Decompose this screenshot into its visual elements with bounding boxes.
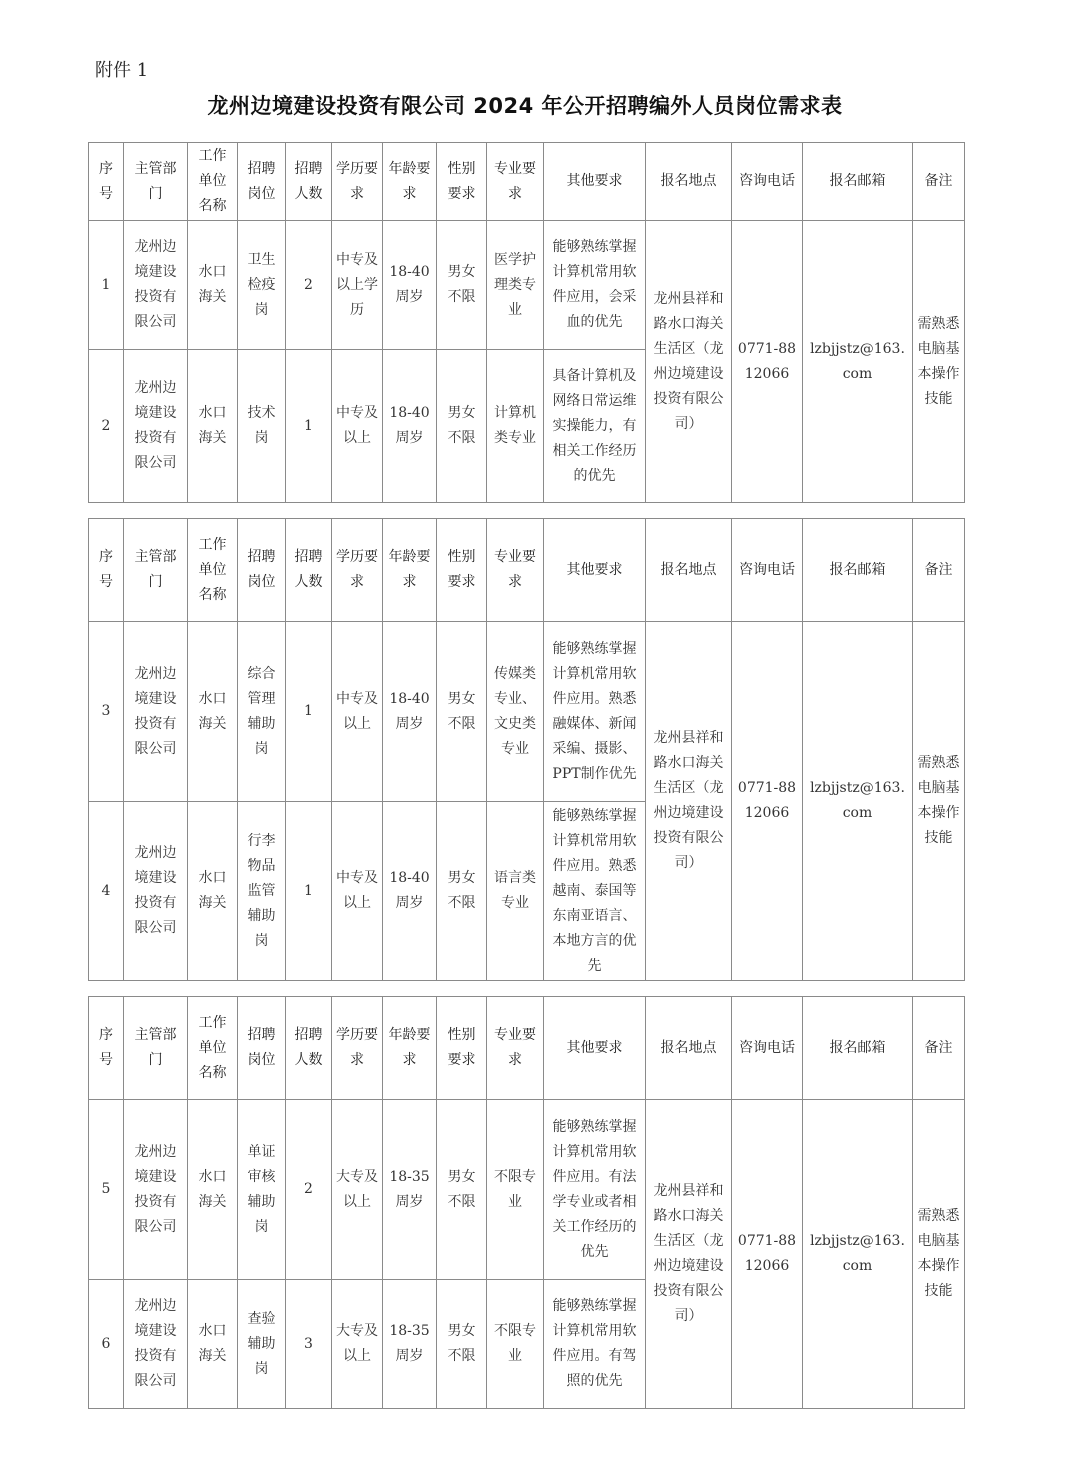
header-other: 其他要求 [566, 173, 623, 189]
cell-post: 综合管理辅助岗 [247, 665, 276, 757]
cell-no: 5 [101, 1181, 111, 1197]
header-dept: 主管部门 [134, 549, 177, 590]
cell-count: 1 [304, 417, 313, 434]
header-gender: 性别要求 [447, 549, 476, 590]
header-other: 其他要求 [566, 1039, 623, 1056]
table-header-row [89, 997, 965, 1100]
cell-major: 不限专业 [494, 1168, 536, 1210]
cell-count: 1 [304, 882, 313, 899]
header-remark: 备注 [924, 561, 953, 578]
cell-count: 2 [304, 1181, 313, 1197]
cell-other: 具备计算机及网络日常运维实操能力，有相关工作经历的优先 [552, 367, 637, 484]
header-location: 报名地点 [660, 561, 717, 578]
cell-dept: 龙州边境建设投资有限公司 [134, 665, 177, 757]
header-count: 招聘人数 [294, 1027, 323, 1068]
cell-post: 技术岗 [247, 405, 276, 446]
cell-gender: 男女不限 [447, 1323, 476, 1364]
header-location: 报名地点 [660, 1039, 717, 1056]
header-phone: 咨询电话 [739, 561, 795, 578]
header-count: 招聘人数 [294, 549, 323, 590]
header-age: 年龄要求 [388, 160, 431, 202]
job-table-2 [88, 518, 965, 981]
cell-edu: 大专及以上 [336, 1323, 378, 1364]
header-gender: 性别要求 [447, 160, 476, 202]
header-remark: 备注 [924, 173, 953, 189]
cell-dept: 龙州边境建设投资有限公司 [134, 1298, 177, 1389]
cell-other: 能够熟练掌握计算机常用软件应用，会采血的优先 [552, 239, 637, 330]
header-age: 年龄要求 [388, 549, 431, 590]
cell-major: 不限专业 [494, 1323, 536, 1364]
header-post: 招聘岗位 [247, 549, 276, 590]
cell-other: 能够熟练掌握计算机常用软件应用。有驾照的优先 [552, 1298, 637, 1389]
cell-gender: 男女不限 [447, 264, 476, 305]
cell-email: lzbjjstz@163.com [810, 780, 905, 821]
cell-age: 18-40周岁 [389, 405, 430, 446]
cell-dept: 龙州边境建设投资有限公司 [134, 1143, 177, 1235]
cell-other: 能够熟练掌握计算机常用软件应用。熟悉越南、泰国等东南亚语言、本地方言的优先 [552, 807, 637, 974]
cell-edu: 中专及以上 [336, 690, 378, 732]
cell-unit: 水口海关 [198, 1323, 227, 1364]
cell-other: 能够熟练掌握计算机常用软件应用。有法学专业或者相关工作经历的优先 [552, 1118, 637, 1260]
header-email: 报名邮箱 [829, 173, 886, 189]
cell-dept: 龙州边境建设投资有限公司 [134, 380, 177, 471]
header-unit: 工作单位名称 [198, 1014, 227, 1081]
cell-post: 行李物品监管辅助岗 [247, 832, 276, 949]
header-email: 报名邮箱 [829, 1039, 886, 1056]
cell-major: 语言类专业 [494, 870, 536, 911]
cell-dept: 龙州边境建设投资有限公司 [134, 239, 177, 330]
header-no: 序号 [99, 160, 113, 202]
header-email: 报名邮箱 [829, 561, 886, 578]
page-title: 龙州边境建设投资有限公司 2024 年公开招聘编外人员岗位需求表 [207, 94, 843, 118]
cell-unit: 水口海关 [198, 405, 227, 446]
header-unit: 工作单位名称 [198, 536, 227, 603]
cell-phone: 0771-8812066 [737, 340, 797, 382]
cell-location: 龙州县祥和路水口海关生活区（龙州边境建设投资有限公司） [653, 730, 724, 871]
header-gender: 性别要求 [447, 1027, 476, 1068]
job-table-1 [88, 142, 965, 503]
header-edu: 学历要求 [336, 160, 378, 202]
cell-age: 18-35周岁 [389, 1323, 430, 1364]
cell-unit: 水口海关 [198, 870, 227, 911]
header-edu: 学历要求 [336, 1027, 378, 1068]
cell-major: 医学护理类专业 [494, 251, 536, 318]
cell-remark: 需熟悉电脑基本操作技能 [917, 315, 960, 407]
cell-gender: 男女不限 [447, 870, 476, 911]
table-row [89, 1100, 965, 1280]
cell-no: 1 [101, 276, 111, 293]
header-phone: 咨询电话 [739, 173, 795, 189]
cell-email: lzbjjstz@163.com [810, 340, 905, 382]
cell-post: 卫生检疫岗 [247, 251, 276, 318]
cell-no: 6 [101, 1335, 111, 1352]
cell-location: 龙州县祥和路水口海关生活区（龙州边境建设投资有限公司） [653, 1183, 724, 1324]
header-unit: 工作单位名称 [198, 148, 227, 214]
cell-remark: 需熟悉电脑基本操作技能 [917, 1208, 960, 1299]
cell-count: 1 [304, 703, 313, 719]
cell-edu: 中专及以上 [336, 870, 378, 911]
table-header-row [89, 519, 965, 622]
cell-age: 18-35周岁 [389, 1168, 430, 1210]
cell-dept: 龙州边境建设投资有限公司 [134, 845, 177, 936]
header-remark: 备注 [924, 1039, 953, 1056]
job-table-3 [88, 996, 965, 1409]
cell-edu: 中专及以上学历 [336, 251, 378, 318]
header-post: 招聘岗位 [247, 1027, 276, 1068]
cell-phone: 0771-8812066 [737, 1233, 797, 1274]
header-major: 专业要求 [494, 160, 536, 202]
header-location: 报名地点 [660, 173, 717, 189]
cell-no: 3 [101, 703, 111, 719]
cell-unit: 水口海关 [198, 264, 227, 305]
cell-no: 2 [101, 417, 111, 434]
cell-count: 2 [304, 276, 313, 293]
cell-post: 单证审核辅助岗 [247, 1143, 276, 1235]
cell-edu: 中专及以上 [336, 405, 378, 446]
header-major: 专业要求 [494, 1027, 536, 1068]
cell-major: 计算机类专业 [494, 405, 536, 446]
header-dept: 主管部门 [134, 1027, 177, 1068]
header-no: 序号 [99, 549, 113, 590]
header-phone: 咨询电话 [739, 1039, 795, 1056]
cell-email: lzbjjstz@163.com [810, 1233, 905, 1274]
cell-major: 传媒类专业、文史类专业 [494, 665, 536, 757]
header-other: 其他要求 [566, 561, 623, 578]
cell-gender: 男女不限 [447, 690, 476, 732]
table-row [89, 622, 965, 802]
cell-no: 4 [101, 882, 111, 899]
cell-age: 18-40周岁 [389, 870, 430, 911]
cell-gender: 男女不限 [447, 1168, 476, 1210]
cell-phone: 0771-8812066 [737, 780, 797, 821]
header-post: 招聘岗位 [247, 160, 276, 202]
header-major: 专业要求 [494, 549, 536, 590]
cell-edu: 大专及以上 [336, 1168, 378, 1210]
cell-location: 龙州县祥和路水口海关生活区（龙州边境建设投资有限公司） [653, 290, 724, 432]
header-no: 序号 [99, 1027, 113, 1068]
cell-other: 能够熟练掌握计算机常用软件应用。熟悉融媒体、新闻采编、摄影、PPT制作优先 [552, 640, 637, 782]
cell-unit: 水口海关 [198, 690, 227, 732]
cell-count: 3 [304, 1335, 313, 1352]
header-dept: 主管部门 [134, 160, 177, 202]
cell-age: 18-40周岁 [389, 264, 430, 305]
attachment-label: 附件 1 [95, 60, 149, 81]
cell-unit: 水口海关 [198, 1168, 227, 1210]
cell-remark: 需熟悉电脑基本操作技能 [917, 755, 960, 846]
cell-post: 查验辅助岗 [247, 1310, 276, 1377]
cell-gender: 男女不限 [447, 405, 476, 446]
header-count: 招聘人数 [294, 160, 323, 202]
header-edu: 学历要求 [336, 549, 378, 590]
cell-age: 18-40周岁 [389, 690, 430, 732]
table-row [89, 221, 965, 350]
header-age: 年龄要求 [388, 1027, 431, 1068]
table-header-row [89, 143, 965, 221]
